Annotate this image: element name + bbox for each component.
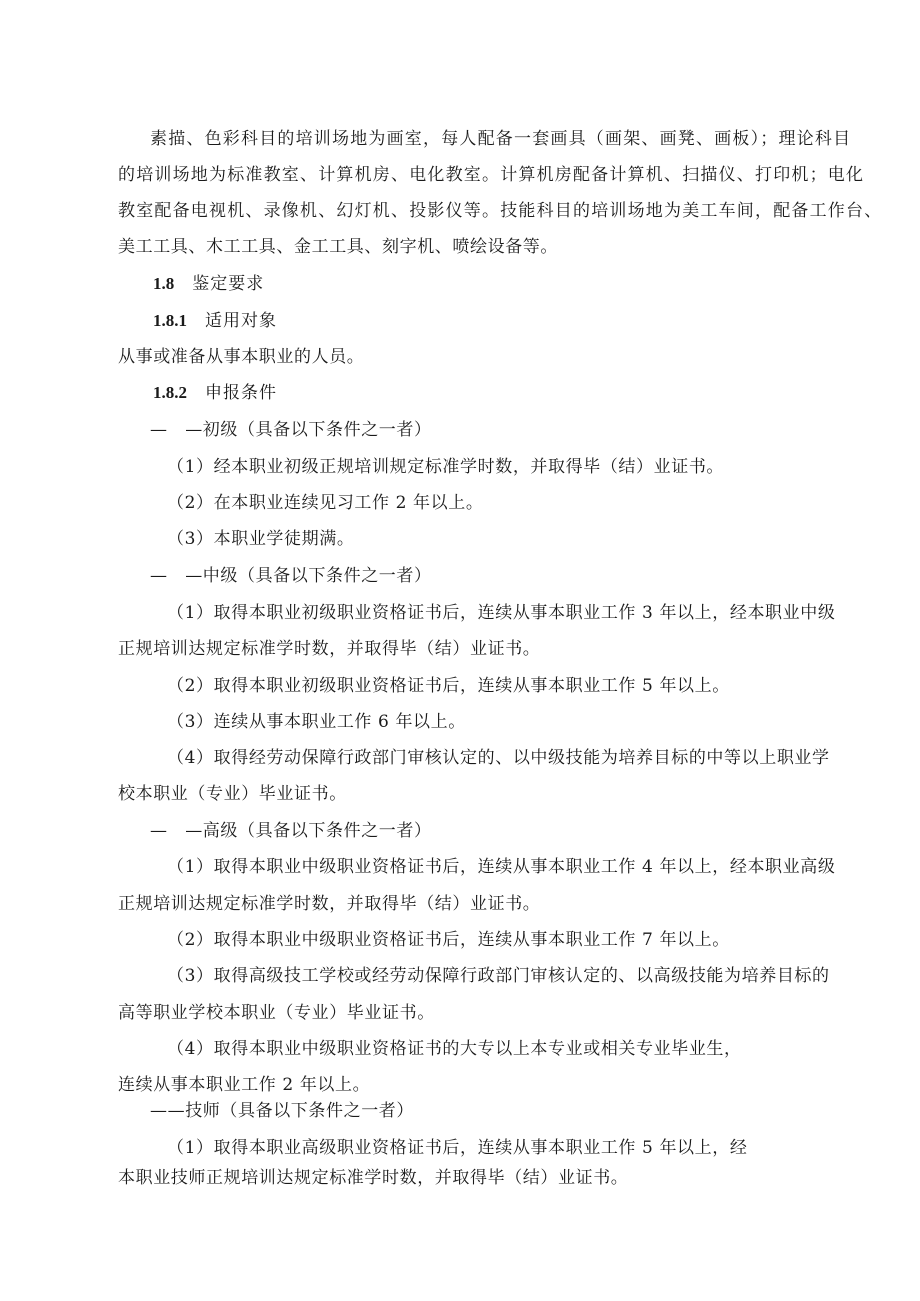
senior-item-3-line-1: （3）取得高级技工学校或经劳动保障行政部门审核认定的、以高级技能为培养目标的 (167, 966, 830, 986)
senior-item-1-line-1: （1）取得本职业中级职业资格证书后，连续从事本职业工作 4 年以上，经本职业高级 (167, 857, 836, 877)
section-1-8-heading (153, 273, 264, 295)
section-number: 1.8 (153, 274, 175, 293)
intro-line-3: 教室配备电视机、录像机、幻灯机、投影仪等。技能科目的培训场地为美工车间，配备工作台、 (118, 201, 883, 221)
intermediate-item-1-line-2: 正规培训达规定标准学时数，并取得毕（结）业证书。 (118, 639, 541, 659)
intermediate-item-4-line-2: 校本职业（专业）毕业证书。 (118, 784, 347, 804)
junior-heading: — —初级（具备以下条件之一者） (150, 420, 432, 440)
intro-line-4: 美工工具、木工工具、金工工具、刻字机、喷绘设备等。 (118, 237, 558, 257)
senior-item-2: （2）取得本职业中级职业资格证书后，连续从事本职业工作 7 年以上。 (167, 930, 730, 950)
section-number: 1.8.1 (153, 311, 187, 330)
intermediate-item-3: （3）连续从事本职业工作 6 年以上。 (167, 712, 466, 732)
technician-heading: ——技师（具备以下条件之一者） (150, 1101, 414, 1121)
senior-item-1-line-2: 正规培训达规定标准学时数，并取得毕（结）业证书。 (118, 894, 541, 914)
junior-item-1: （1）经本职业初级正规培训规定标准学时数，并取得毕（结）业证书。 (167, 457, 725, 477)
junior-item-2: （2）在本职业连续见习工作 2 年以上。 (167, 493, 484, 513)
intro-line-1: 素描、色彩科目的培训场地为画室，每人配备一套画具（画架、画凳、画板）；理论科目 (150, 129, 852, 149)
section-1-8-1-heading (153, 310, 277, 332)
section-title: 鉴定要求 (192, 274, 265, 294)
senior-item-4-line-1: （4）取得本职业中级职业资格证书的大专以上本专业或相关专业毕业生， (167, 1039, 742, 1059)
technician-item-1-line-2: 本职业技师正规培训达规定标准学时数，并取得毕（结）业证书。 (118, 1168, 629, 1188)
intermediate-item-4-line-1: （4）取得经劳动保障行政部门审核认定的、以中级技能为培养目标的中等以上职业学 (167, 748, 830, 768)
senior-item-4-line-2: 连续从事本职业工作 2 年以上。 (118, 1075, 371, 1095)
senior-heading: — —高级（具备以下条件之一者） (150, 821, 432, 841)
section-number: 1.8.2 (153, 383, 187, 402)
intermediate-item-2: （2）取得本职业初级职业资格证书后，连续从事本职业工作 5 年以上。 (167, 676, 730, 696)
junior-item-3: （3）本职业学徒期满。 (167, 529, 355, 549)
section-1-8-2-heading (153, 382, 277, 404)
section-title: 适用对象 (205, 311, 277, 331)
target-text: 从事或准备从事本职业的人员。 (118, 347, 365, 367)
senior-item-3-line-2: 高等职业学校本职业（专业）毕业证书。 (118, 1003, 435, 1023)
section-title: 申报条件 (205, 383, 277, 403)
intro-line-2: 的培训场地为标准教室、计算机房、电化教室。计算机房配备计算机、扫描仪、打印机；电化 (118, 165, 865, 185)
intermediate-item-1-line-1: （1）取得本职业初级职业资格证书后，连续从事本职业工作 3 年以上，经本职业中级 (167, 603, 836, 623)
intermediate-heading: — —中级（具备以下条件之一者） (150, 566, 432, 586)
technician-item-1-line-1: （1）取得本职业高级职业资格证书后，连续从事本职业工作 5 年以上，经 (167, 1138, 748, 1158)
